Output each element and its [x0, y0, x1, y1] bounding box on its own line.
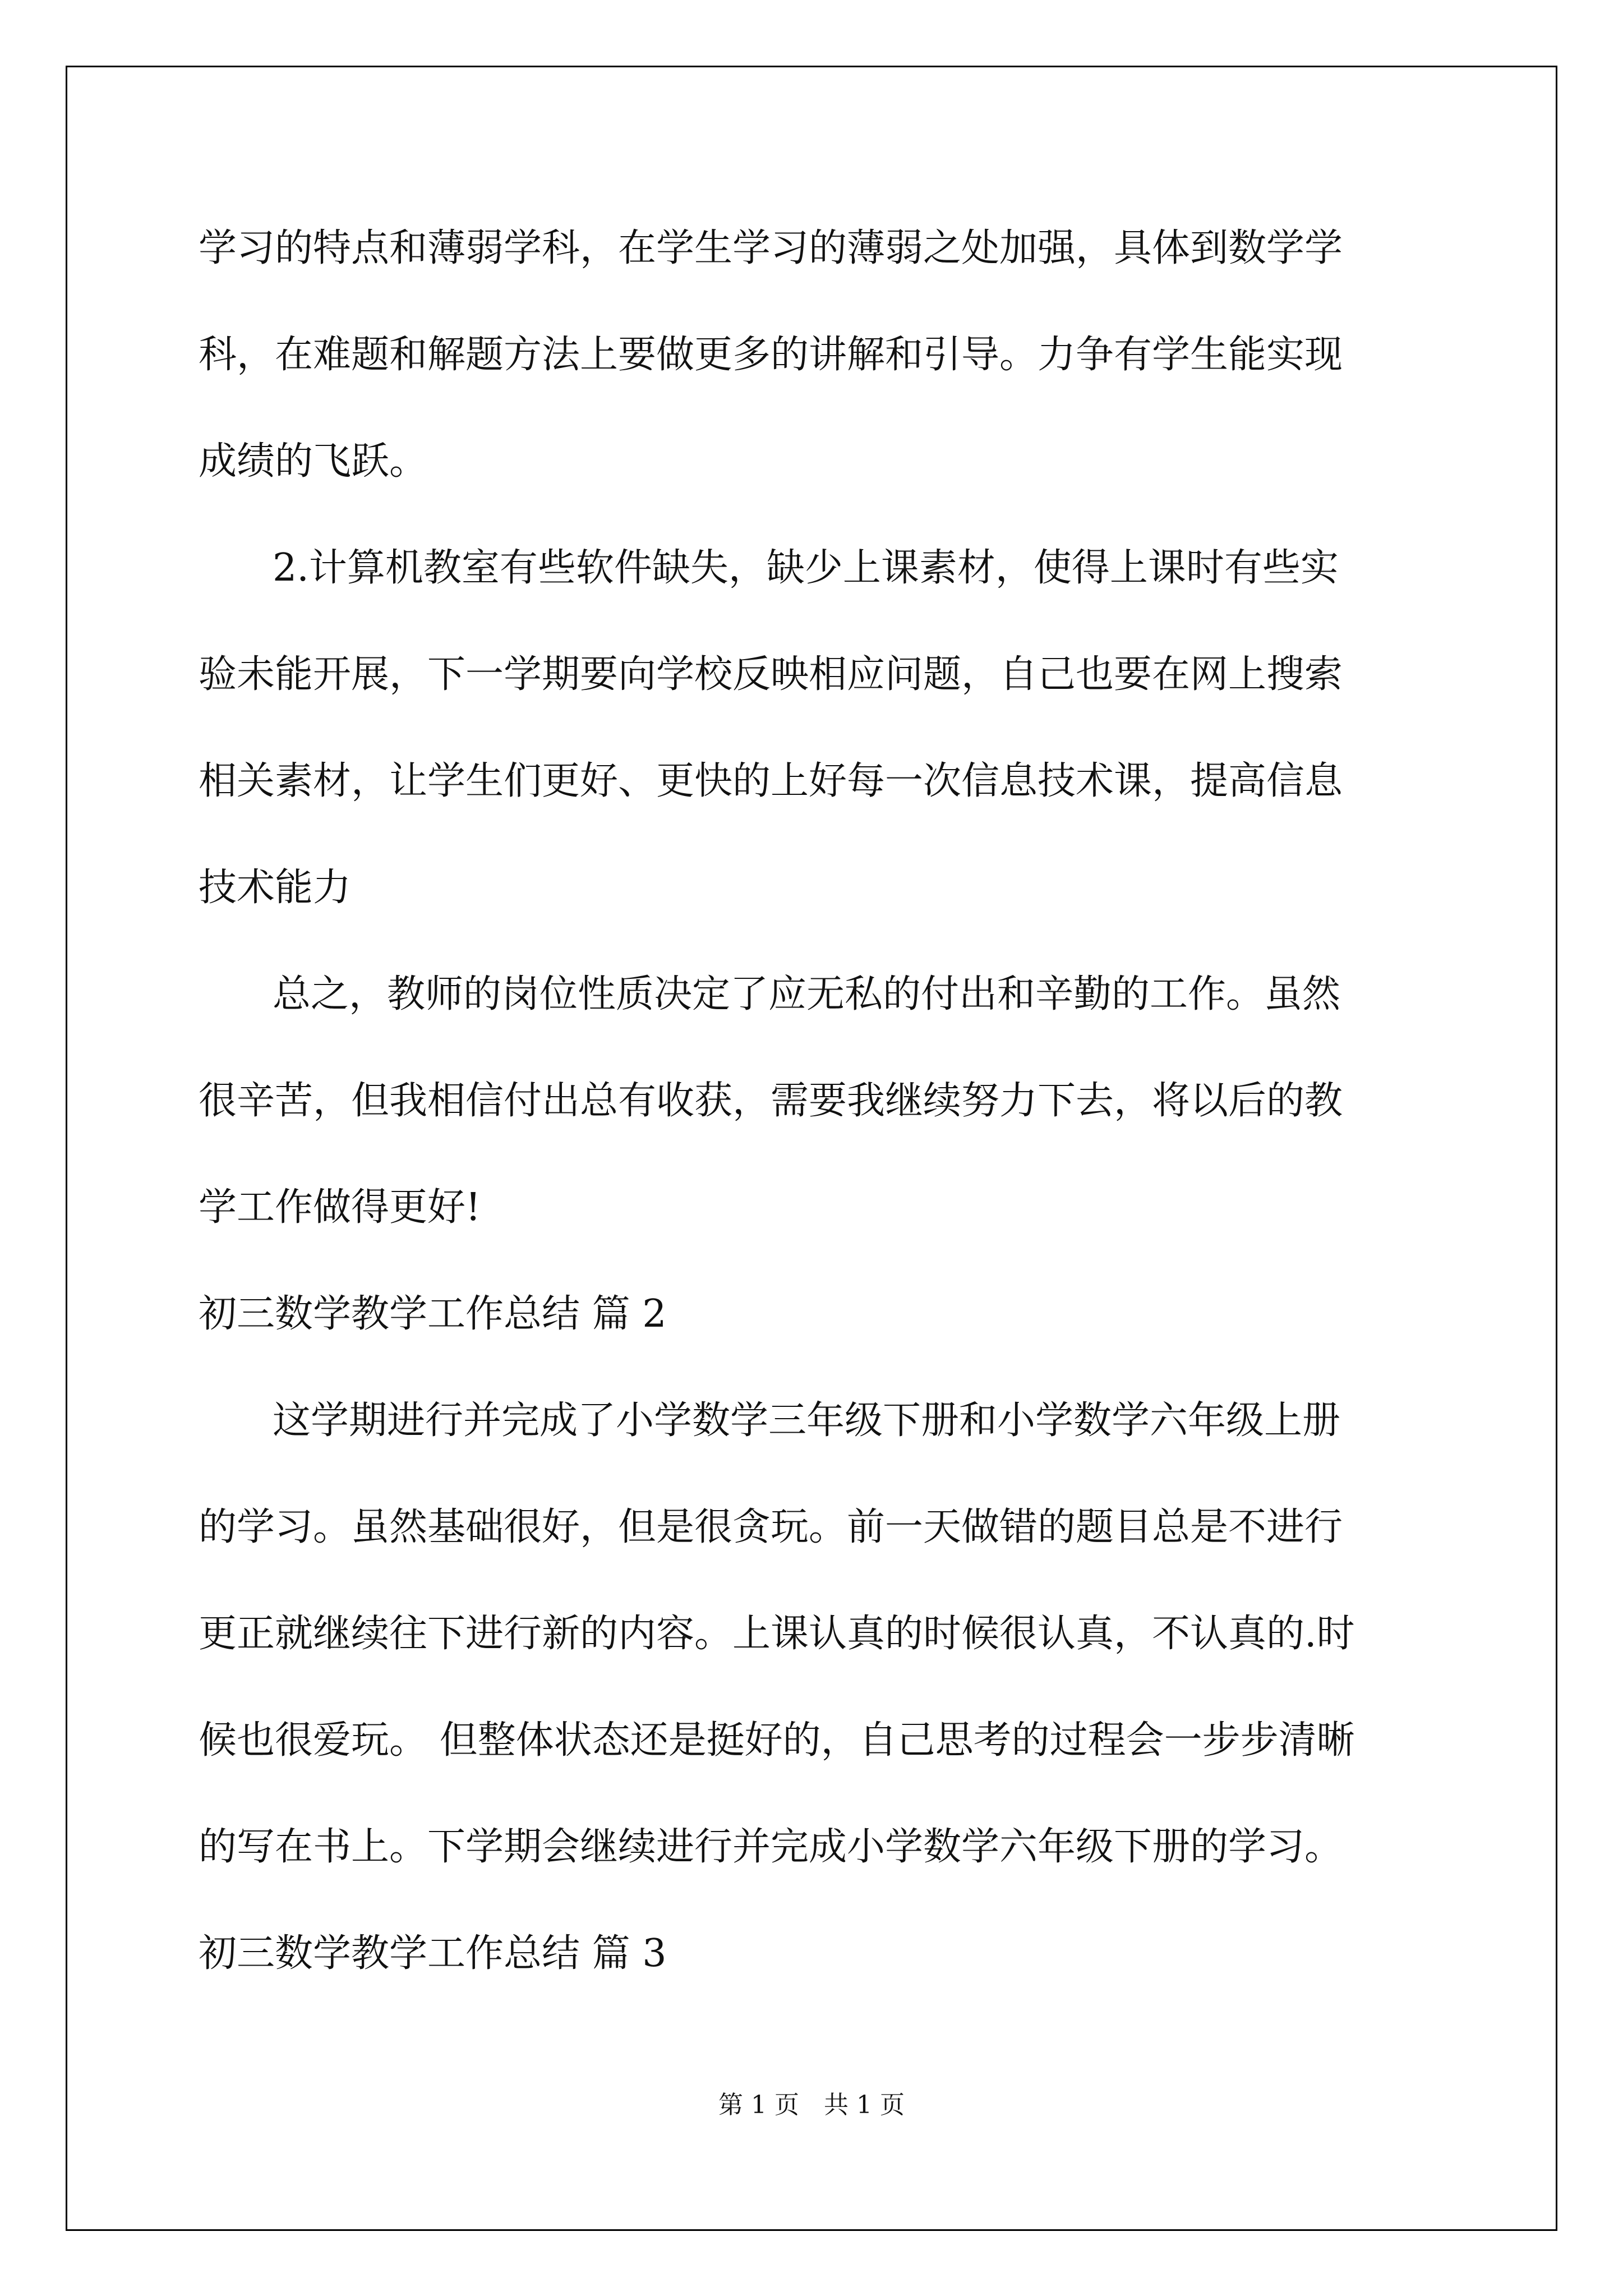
- body-line: 学工作做得更好!: [199, 1185, 481, 1230]
- body-line: 学习的特点和薄弱学科，在学生学习的薄弱之处加强，具体到数学学: [199, 226, 1343, 270]
- body-line: 很辛苦，但我相信付出总有收获，需要我继续努力下去，将以后的教: [199, 1079, 1343, 1123]
- section-heading: 初三数学教学工作总结 篇 2: [199, 1292, 667, 1336]
- page-number-footer: 第 1 页 共 1 页: [718, 2091, 905, 2119]
- body-line: 成绩的飞跃。: [199, 439, 428, 484]
- body-line: 验未能开展，下一学期要向学校反映相应问题，自己也要在网上搜索: [199, 652, 1343, 697]
- page-border: [66, 66, 1557, 2231]
- section-heading: 初三数学教学工作总结 篇 3: [199, 1931, 667, 1976]
- body-line: 相关素材，让学生们更好、更快的上好每一次信息技术课，提高信息: [199, 759, 1343, 803]
- body-line: 总之，教师的岗位性质决定了应无私的付出和辛勤的工作。虽然: [273, 972, 1341, 1016]
- body-line: 2.计算机教室有些软件缺失，缺少上课素材，使得上课时有些实: [273, 546, 1339, 590]
- body-line: 技术能力: [199, 866, 352, 910]
- body-line: 的学习。虽然基础很好，但是很贪玩。前一天做错的题目总是不进行: [199, 1505, 1343, 1549]
- body-line: 候也很爱玩。 但整体状态还是挺好的，自己思考的过程会一步步清晰: [199, 1718, 1355, 1763]
- body-line: 科，在难题和解题方法上要做更多的讲解和引导。力争有学生能实现: [199, 333, 1343, 377]
- body-line: 更正就继续往下进行新的内容。上课认真的时候很认真，不认真的.时: [199, 1612, 1355, 1656]
- body-line: 的写在书上。下学期会继续进行并完成小学数学六年级下册的学习。: [199, 1825, 1343, 1869]
- body-line: 这学期进行并完成了小学数学三年级下册和小学数学六年级上册: [273, 1398, 1341, 1443]
